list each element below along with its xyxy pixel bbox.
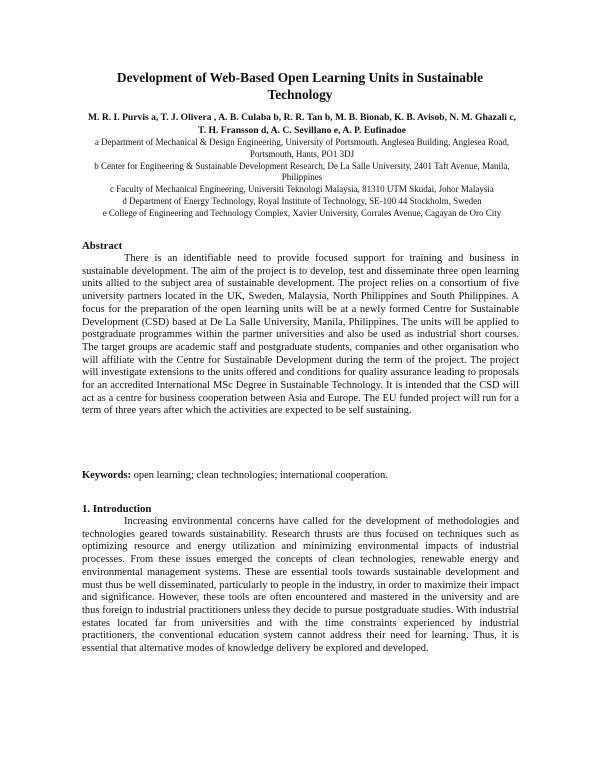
title-line-1: Development of Web-Based Open Learning Units in Sustainable bbox=[116, 70, 484, 85]
abstract-body bbox=[82, 253, 519, 418]
affiliation-b: b Center for Engineering & Sustainable Development Research, De La Salle University, 2401 Taft Avenue, Manila, Philippines bbox=[94, 160, 510, 183]
affiliation-a: a Department of Mechanical & Design Engineering, University of Portsmouth. Anglesea Building, Anglesea Road, Portsmouth, Hants, PO1 3DJ bbox=[94, 137, 510, 159]
introduction-paragraph: Increasing environmental concerns have called for the development of methodologies and technologies geared towards sustainability. Research thrusts are thus focused on techniques such as optimizing resource and energy utilization and minimizing environmental impacts of industrial processes. From these issues emerged the concepts of clean technologies, renewable energy and environmental management systems. These are essential tools towards sustainable development and must thus be well disseminated, particularly to people in the industry, in order to maximize their impact and significance. However, these tools are often encountered and mastered in the university and are thus foreign to industrial practitioners unless they decide to pursue postgraduate studies. With industrial estates located far from universities and with the time constraints experienced by industrial practitioners, the conventional education system cannot address their need for learning. Thus, it is essential that alternative modes of knowledge delivery be explored and developed. bbox=[82, 516, 519, 655]
introduction-heading: 1. Introduction bbox=[82, 503, 152, 515]
paper-title bbox=[80, 69, 520, 103]
keywords-label: Keywords: bbox=[82, 470, 131, 481]
affiliation-e: e College of Engineering and Technology Complex, Xavier University, Corrales Avenue, Cagayan de Oro City bbox=[102, 207, 502, 218]
keywords bbox=[82, 470, 519, 483]
affiliations bbox=[82, 137, 522, 220]
keywords-text: open learning; clean technologies; international cooperation. bbox=[133, 470, 388, 481]
title-line-2: Technology bbox=[267, 87, 333, 102]
affiliation-d: d Department of Energy Technology, Royal Institute of Technology, SE-100 44 Stockholm, Sweden bbox=[122, 195, 482, 206]
author-list bbox=[78, 112, 526, 137]
abstract-paragraph: There is an identifiable need to provide focused support for training and business in sustainable development. The aim of the project is to develop, test and disseminate three open learning units allied to the subject area of sustainable development. The project relies on a consortium of five university partners located in the UK, Sweden, Malaysia, North Philippines and South Philippines. A focus for the preparation of the open learning units will be at a newly formed Centre for Sustainable Development (CSD) based at De La Salle University, Manila, Philippines. The units will be applied to postgraduate programmes within the partner universities and also be used as industrial short courses. The target groups are academic staff and postgraduate students, companies and other organisation who will affiliate with the Centre for Sustainable Development during the term of the project. The project will investigate extensions to the units offered and conditions for quality assurance leading to proposals for an accredited International MSc Degree in Sustainable Technology. It is intended that the CSD will act as a centre for business cooperation between Asia and Europe. The EU funded project will run for a term of three years after which the activities are expected to be self sustaining. bbox=[82, 253, 519, 417]
authors-line-2: T. H. Fransson d, A. C. Sevillano e, A. P. Eufinadoe bbox=[198, 124, 406, 136]
authors-line-1: M. R. I. Purvis a, T. J. Olivera , A. B. Culaba b, R. R. Tan b, M. B. Bionab, K. B. Avisob, N. M. Ghazali c, bbox=[87, 112, 517, 123]
affiliation-c: c Faculty of Mechanical Engineering, Universiti Teknologi Malaysia, 81310 UTM Skudai, Johor Malaysia bbox=[110, 184, 494, 195]
introduction-body bbox=[82, 516, 519, 656]
abstract-heading: Abstract bbox=[82, 240, 123, 252]
